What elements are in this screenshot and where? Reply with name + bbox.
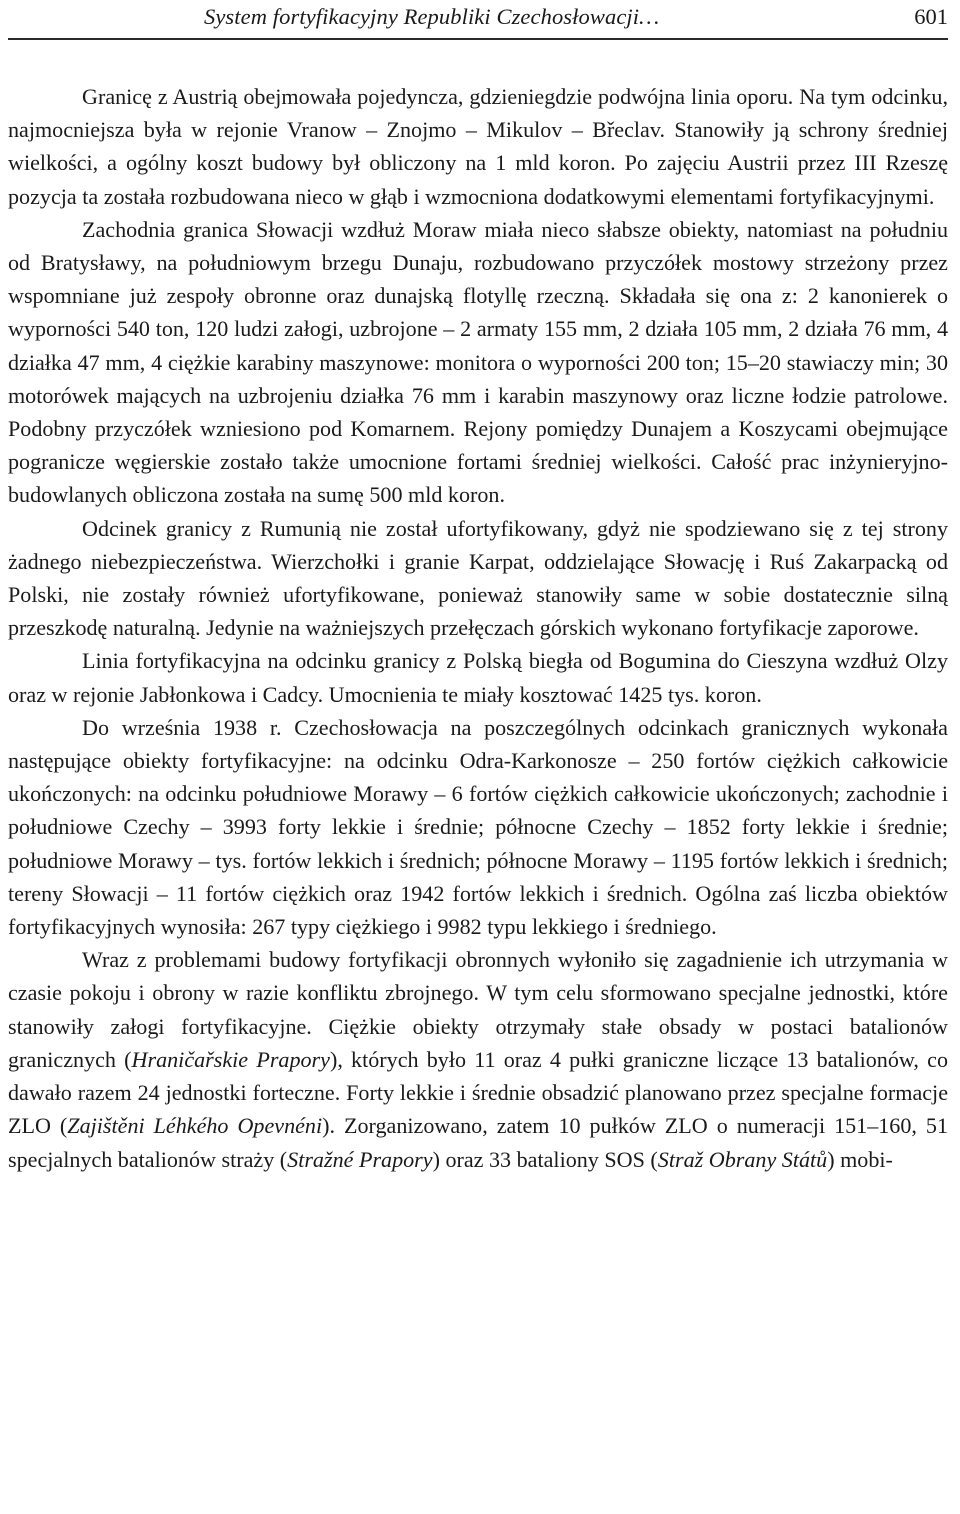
text-run: Zachodnia granica Słowacji wzdłuż Moraw miała nieco słabsze obiekty, natomiast na południu od Bratysławy, na południowym brzegu Dunaju, rozbudowano przyczółek mostowy strzeżony przez wspomniane już zespoły obronne oraz dunajską flotyllę rzeczną. Składała się ona z: 2 kanonierek o wyporności 540 ton, 120 ludzi załogi, uzbrojone – 2 armaty 155 mm, 2 działa 105 mm, 2 działa 76 mm, 4 działka 47 mm, 4 ciężkie karabiny maszynowe: monitora o wyporności 200 ton; 15–20 stawiaczy min; 30 motorówek mających na uzbrojeniu działka 76 mm i karabin maszynowy oraz liczne łodzie patrolowe. Podobny przyczółek wzniesiono pod Komarnem. Rejony pomiędzy Dunajem a Koszycami obejmujące pogranicze węgierskie zostało także umocnione fortami średniej wielkości. Całość prac inżynieryjno-budowlanych obliczona została na sumę 500 mld koron. (8, 216, 948, 508)
text-run: ), których było 11 oraz 4 pułki graniczne liczące 13 batalionów, co dawało razem 24 jednostki forteczne. Forty lekkie i średnie obsadzić planowano przez specjalne formacje ZLO ( (8, 1046, 949, 1139)
text-run: Wraz z problemami budowy fortyfikacji obronnych wyłoniło się zagadnienie ich utrzymania w czasie pokoju i obrony w razie konfliktu zbrojnego. W tym celu sformowano specjalne jednostki, które stanowiły załogi fortyfikacyjne. Ciężkie obiekty otrzymały stałe obsady w postaci batalionów granicznych ( (8, 947, 948, 1072)
paragraph (8, 943, 948, 1175)
paragraph (8, 213, 948, 512)
italic-term: Straž Obrany Států (657, 1146, 828, 1172)
paragraph (8, 512, 948, 645)
header-rule (8, 38, 948, 40)
running-header (8, 0, 948, 38)
paragraph (8, 711, 948, 943)
italic-term: Stražné Prapory (287, 1146, 433, 1172)
italic-term: Hraničařskie Prapory (131, 1046, 330, 1072)
text-run: ). Zorganizowano, zatem 10 pułków ZLO o numeracji 151–160, 51 specjalnych batalionów straży ( (8, 1113, 948, 1172)
text-run: ) oraz 33 bataliony SOS ( (432, 1146, 658, 1172)
text-run: Linia fortyfikacyjna na odcinku granicy z Polską biegła od Bogumina do Cieszyna wzdłuż Olzy oraz w rejonie Jabłonkowa i Cadcy. Umocnienia te miały kosztować 1425 tys. koron. (8, 648, 948, 707)
text-run: Granicę z Austrią obejmowała pojedyncza, gdzieniegdzie podwójna linia oporu. Na tym odcinku, najmocniejsza była w rejonie Vranow – Znojmo – Mikulov – Břeclav. Stanowiły ją schrony średniej wielkości, a ogólny koszt budowy był obliczony na 1 mld koron. Po zajęciu Austrii przez III Rzeszę pozycja ta została rozbudowana nieco w głąb i wzmocniona dodatkowymi elementami fortyfikacyjnymi. (8, 84, 948, 209)
body-text (8, 80, 948, 1176)
text-run: Do września 1938 r. Czechosłowacja na poszczególnych odcinkach granicznych wykonała następujące obiekty fortyfikacyjne: na odcinku Odra-Karkonosze – 250 fortów ciężkich całkowicie ukończonych: na odcinku południowe Morawy – 6 fortów ciężkich całkowicie ukończonych; zachodnie i południowe Czechy – 3993 forty lekkie i średnie; północne Czechy – 1852 forty lekkie i średnie; południowe Morawy – tys. fortów lekkich i średnich; północne Morawy – 1195 fortów lekkich i średnich; tereny Słowacji – 11 fortów ciężkich oraz 1942 fortów lekkich i średnich. Ogólna zaś liczba obiektów fortyfikacyjnych wynosiła: 267 typy ciężkiego i 9982 typu lekkiego i średniego. (8, 714, 948, 940)
paragraph (8, 80, 948, 213)
running-title: System fortyfikacyjny Republiki Czechosłowacji… (204, 4, 660, 29)
text-run: ) mobi- (827, 1146, 893, 1172)
paragraph (8, 644, 948, 710)
page-number: 601 (914, 4, 948, 29)
text-run: Odcinek granicy z Rumunią nie został ufortyfikowany, gdyż nie spodziewano się z tej strony żadnego niebezpieczeństwa. Wierzchołki i granie Karpat, oddzielające Słowację i Ruś Zakarpacką od Polski, nie zostały również ufortyfikowane, ponieważ stanowiły same w sobie dostatecznie silną przeszkodę naturalną. Jedynie na ważniejszych przełęczach górskich wykonano fortyfikacje zaporowe. (8, 515, 948, 641)
italic-term: Zajištěni Léhkého Opevnéni (67, 1113, 323, 1139)
